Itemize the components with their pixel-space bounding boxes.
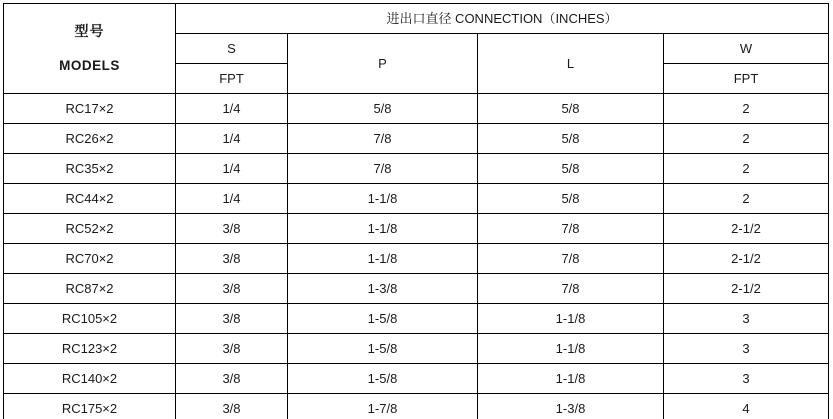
column-subheader-w-fpt: FPT: [664, 64, 829, 94]
cell-w: 2-1/2: [664, 214, 829, 244]
cell-p: 5/8: [288, 94, 478, 124]
cell-l: 5/8: [478, 94, 664, 124]
cell-model: RC105×2: [4, 304, 176, 334]
cell-w: 3: [664, 334, 829, 364]
cell-l: 7/8: [478, 274, 664, 304]
cell-p: 7/8: [288, 154, 478, 184]
table-row: [4, 244, 829, 274]
models-header-cell: [4, 4, 176, 94]
cell-s: 1/4: [176, 184, 288, 214]
connection-size-table: [3, 3, 829, 419]
cell-w: 2-1/2: [664, 274, 829, 304]
cell-s: 1/4: [176, 154, 288, 184]
table-row: [4, 154, 829, 184]
cell-p: 1-1/8: [288, 184, 478, 214]
cell-w: 2: [664, 124, 829, 154]
cell-s: 3/8: [176, 214, 288, 244]
table-row: [4, 124, 829, 154]
cell-p: 1-5/8: [288, 334, 478, 364]
cell-p: 1-1/8: [288, 214, 478, 244]
table-row: [4, 304, 829, 334]
table-row: [4, 274, 829, 304]
cell-model: RC26×2: [4, 124, 176, 154]
cell-model: RC35×2: [4, 154, 176, 184]
cell-p: 1-3/8: [288, 274, 478, 304]
cell-p: 7/8: [288, 124, 478, 154]
cell-s: 3/8: [176, 244, 288, 274]
cell-s: 3/8: [176, 364, 288, 394]
table-row: [4, 214, 829, 244]
cell-w: 2-1/2: [664, 244, 829, 274]
table-header-row-group: [4, 4, 829, 34]
cell-w: 3: [664, 304, 829, 334]
cell-s: 1/4: [176, 94, 288, 124]
cell-s: 3/8: [176, 334, 288, 364]
cell-w: 4: [664, 394, 829, 419]
table-row: [4, 184, 829, 214]
cell-s: 3/8: [176, 394, 288, 419]
cell-p: 1-1/8: [288, 244, 478, 274]
cell-l: 5/8: [478, 124, 664, 154]
table-row: [4, 94, 829, 124]
models-header-cn: 型号: [74, 23, 105, 39]
cell-model: RC140×2: [4, 364, 176, 394]
column-header-l: L: [478, 34, 664, 94]
cell-l: 1-1/8: [478, 364, 664, 394]
cell-l: 5/8: [478, 154, 664, 184]
cell-p: 1-5/8: [288, 364, 478, 394]
cell-s: 3/8: [176, 274, 288, 304]
cell-model: RC44×2: [4, 184, 176, 214]
cell-model: RC52×2: [4, 214, 176, 244]
column-header-w: W: [664, 34, 829, 64]
cell-l: 1-1/8: [478, 304, 664, 334]
cell-l: 7/8: [478, 244, 664, 274]
cell-model: RC123×2: [4, 334, 176, 364]
cell-p: 1-5/8: [288, 304, 478, 334]
cell-l: 5/8: [478, 184, 664, 214]
cell-l: 1-3/8: [478, 394, 664, 419]
column-header-p: P: [288, 34, 478, 94]
cell-w: 3: [664, 364, 829, 394]
cell-w: 2: [664, 154, 829, 184]
cell-model: RC17×2: [4, 94, 176, 124]
cell-model: RC70×2: [4, 244, 176, 274]
table-row: [4, 364, 829, 394]
table-row: [4, 334, 829, 364]
column-subheader-s-fpt: FPT: [176, 64, 288, 94]
cell-l: 1-1/8: [478, 334, 664, 364]
connection-group-header: 进出口直径 CONNECTION（INCHES）: [176, 4, 829, 34]
column-header-s: S: [176, 34, 288, 64]
cell-w: 2: [664, 94, 829, 124]
cell-w: 2: [664, 184, 829, 214]
cell-model: RC87×2: [4, 274, 176, 304]
cell-l: 7/8: [478, 214, 664, 244]
cell-p: 1-7/8: [288, 394, 478, 419]
cell-s: 1/4: [176, 124, 288, 154]
table-row: [4, 394, 829, 419]
cell-model: RC175×2: [4, 394, 176, 419]
cell-s: 3/8: [176, 304, 288, 334]
models-header-en: MODELS: [59, 57, 120, 73]
